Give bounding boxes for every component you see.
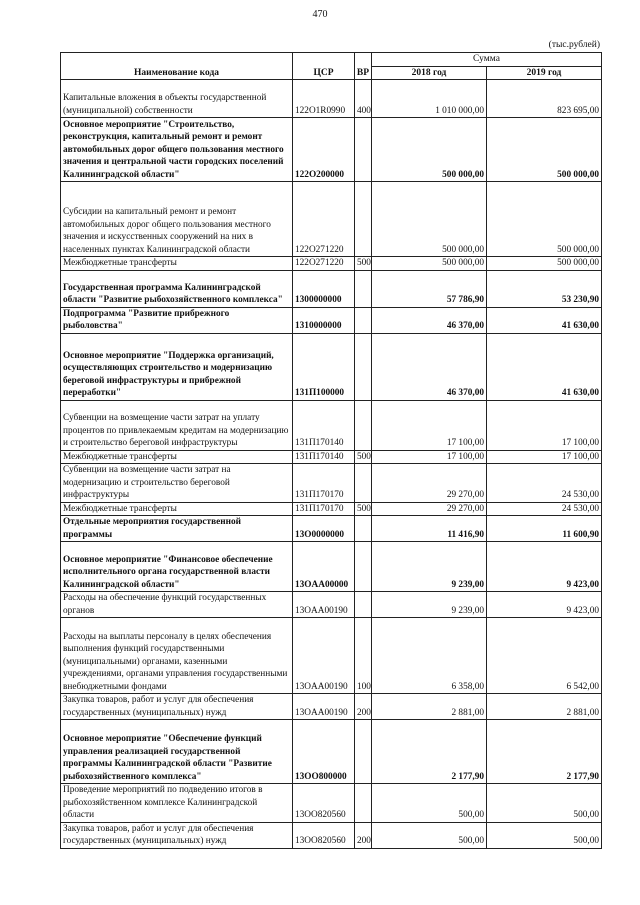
row-sum-2018: 57 786,90 [372, 270, 487, 307]
row-sum-2019: 24 530,00 [487, 502, 602, 516]
row-sum-2018: 500,00 [372, 784, 487, 823]
row-sum-2019: 11 600,90 [487, 516, 602, 542]
row-name: Капитальные вложения в объекты государственной (муниципальной) собственности [61, 80, 293, 118]
row-csr: 131П170170 [293, 464, 355, 503]
row-sum-2019: 9 423,00 [487, 592, 602, 618]
row-csr: 1300000000 [293, 270, 355, 307]
row-name: Основное мероприятие "Поддержка организаций, осуществляющих строительство и модернизацию береговой инфраструктуры и прибрежной переработки" [61, 333, 293, 400]
row-sum-2018: 500 000,00 [372, 182, 487, 257]
header-row [61, 53, 602, 67]
row-sum-2018: 9 239,00 [372, 592, 487, 618]
row-sum-2018: 6 358,00 [372, 618, 487, 694]
row-name: Отдельные мероприятия государственной программы [61, 516, 293, 542]
row-vr [355, 307, 372, 333]
row-name: Основное мероприятие "Обеспечение функций управления реализацией государственной программы Калининградской области "Развитие рыбохозяйственного комплекса" [61, 720, 293, 784]
row-sum-2019: 41 630,00 [487, 333, 602, 400]
table-row [61, 592, 602, 618]
row-sum-2019: 500 000,00 [487, 182, 602, 257]
row-csr: 131П170140 [293, 400, 355, 450]
table-row [61, 80, 602, 118]
row-name: Основное мероприятие "Финансовое обеспечение исполнительного органа государственной власти Калининградской области" [61, 542, 293, 592]
table-row [61, 784, 602, 823]
row-name: Расходы на выплаты персоналу в целях обеспечения выполнения функций государственными (муниципальными) органами, казенными учреждениями, органами управления государственными внебюджетными фондами [61, 618, 293, 694]
row-sum-2019: 823 695,00 [487, 80, 602, 118]
row-sum-2018: 500 000,00 [372, 257, 487, 271]
row-sum-2019: 2 881,00 [487, 694, 602, 720]
row-vr [355, 784, 372, 823]
table-row [61, 502, 602, 516]
table-row [61, 720, 602, 784]
table-row [61, 182, 602, 257]
row-sum-2018: 2 177,90 [372, 720, 487, 784]
row-sum-2018: 500 000,00 [372, 118, 487, 182]
header-name: Наименование кода [61, 53, 293, 80]
row-vr [355, 118, 372, 182]
row-name: Закупка товаров, работ и услуг для обеспечения государственных (муниципальных) нужд [61, 694, 293, 720]
row-name: Субвенции на возмещение части затрат на модернизацию и строительство береговой инфраструктуры [61, 464, 293, 503]
row-name: Расходы на обеспечение функций государственных органов [61, 592, 293, 618]
row-vr [355, 516, 372, 542]
row-name: Субсидии на капитальный ремонт и ремонт автомобильных дорог общего пользования местного значения и искусственных сооружений на них в населенных пунктах Калининградской области [61, 182, 293, 257]
row-csr: 122O271220 [293, 182, 355, 257]
row-csr: 131П100000 [293, 333, 355, 400]
row-sum-2018: 29 270,00 [372, 464, 487, 503]
row-sum-2019: 500,00 [487, 822, 602, 848]
table-row [61, 618, 602, 694]
row-sum-2019: 500,00 [487, 784, 602, 823]
row-csr: 13O0000000 [293, 516, 355, 542]
row-csr: 122O271220 [293, 257, 355, 271]
row-name: Подпрограмма "Развитие прибрежного рыболовства" [61, 307, 293, 333]
row-sum-2019: 500 000,00 [487, 118, 602, 182]
table-row [61, 270, 602, 307]
row-name: Основное мероприятие "Строительство, реконструкция, капитальный ремонт и ремонт автомобильных дорог общего пользования местного значения и центральной части городских поселений Калининградской области" [61, 118, 293, 182]
row-vr [355, 182, 372, 257]
row-vr: 500 [355, 502, 372, 516]
row-vr: 500 [355, 450, 372, 464]
row-sum-2019: 2 177,90 [487, 720, 602, 784]
row-sum-2019: 17 100,00 [487, 450, 602, 464]
row-name: Субвенции на возмещение части затрат на уплату процентов по привлекаемым кредитам на модернизацию и строительство береговой инфраструктуры [61, 400, 293, 450]
row-sum-2018: 17 100,00 [372, 400, 487, 450]
row-vr [355, 333, 372, 400]
row-vr [355, 270, 372, 307]
row-vr: 400 [355, 80, 372, 118]
row-name: Проведение мероприятий по подведению итогов в рыбохозяйственном комплексе Калининградской области [61, 784, 293, 823]
table-row [61, 464, 602, 503]
row-vr [355, 464, 372, 503]
row-csr: 13OO820560 [293, 822, 355, 848]
row-csr: 122O200000 [293, 118, 355, 182]
row-sum-2019: 53 230,90 [487, 270, 602, 307]
row-sum-2018: 29 270,00 [372, 502, 487, 516]
table-row [61, 450, 602, 464]
row-vr: 100 [355, 618, 372, 694]
budget-table [60, 52, 602, 849]
table-row [61, 118, 602, 182]
row-vr: 200 [355, 822, 372, 848]
header-csr: ЦСР [293, 53, 355, 80]
row-sum-2018: 1 010 000,00 [372, 80, 487, 118]
row-sum-2019: 500 000,00 [487, 257, 602, 271]
row-sum-2019: 41 630,00 [487, 307, 602, 333]
table-row [61, 542, 602, 592]
row-csr: 131П170170 [293, 502, 355, 516]
row-csr: 13OO800000 [293, 720, 355, 784]
row-sum-2018: 2 881,00 [372, 694, 487, 720]
row-name: Межбюджетные трансферты [61, 257, 293, 271]
row-sum-2018: 9 239,00 [372, 542, 487, 592]
units-label: (тыс.рублей) [548, 40, 600, 50]
table-row [61, 516, 602, 542]
row-csr: 13OAA00190 [293, 592, 355, 618]
table-row [61, 400, 602, 450]
row-csr: 13OO820560 [293, 784, 355, 823]
row-vr [355, 720, 372, 784]
row-name: Межбюджетные трансферты [61, 502, 293, 516]
row-csr: 122O1R0990 [293, 80, 355, 118]
row-sum-2018: 11 416,90 [372, 516, 487, 542]
table-row [61, 333, 602, 400]
row-name: Закупка товаров, работ и услуг для обеспечения государственных (муниципальных) нужд [61, 822, 293, 848]
row-csr: 131П170140 [293, 450, 355, 464]
table-row [61, 694, 602, 720]
row-name: Государственная программа Калининградской области "Развитие рыбохозяйственного комплекса" [61, 270, 293, 307]
row-sum-2019: 9 423,00 [487, 542, 602, 592]
table-row [61, 257, 602, 271]
row-csr: 13OAA00000 [293, 542, 355, 592]
header-sum: Сумма [372, 53, 602, 67]
header-year-2019: 2019 год [487, 66, 602, 80]
row-vr [355, 592, 372, 618]
row-vr [355, 542, 372, 592]
row-vr [355, 400, 372, 450]
row-csr: 13OAA00190 [293, 618, 355, 694]
row-sum-2018: 46 370,00 [372, 333, 487, 400]
row-sum-2019: 24 530,00 [487, 464, 602, 503]
row-sum-2018: 17 100,00 [372, 450, 487, 464]
row-vr: 200 [355, 694, 372, 720]
row-sum-2018: 46 370,00 [372, 307, 487, 333]
table-row [61, 822, 602, 848]
row-csr: 1310000000 [293, 307, 355, 333]
row-csr: 13OAA00190 [293, 694, 355, 720]
header-year-2018: 2018 год [372, 66, 487, 80]
row-vr: 500 [355, 257, 372, 271]
header-vr: ВР [355, 53, 372, 80]
row-name: Межбюджетные трансферты [61, 450, 293, 464]
table-row [61, 307, 602, 333]
row-sum-2019: 6 542,00 [487, 618, 602, 694]
page-number: 470 [312, 9, 328, 20]
row-sum-2018: 500,00 [372, 822, 487, 848]
row-sum-2019: 17 100,00 [487, 400, 602, 450]
